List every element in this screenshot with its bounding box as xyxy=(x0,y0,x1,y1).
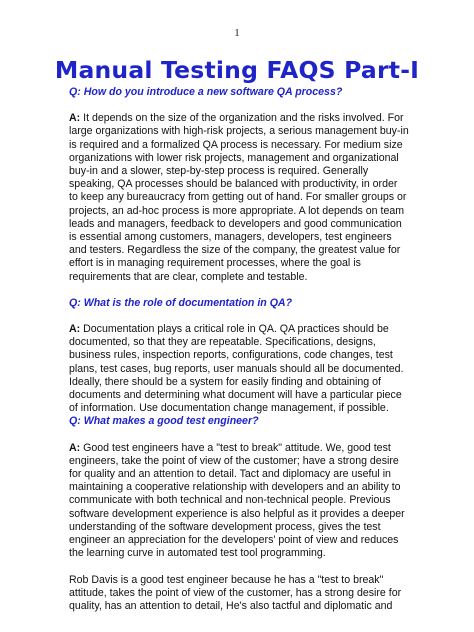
answer-lead: A: xyxy=(69,441,81,454)
closing-paragraph: Rob Davis is a good test engineer because he has a "test to break" attitude, takes the point of view of the customer, has a strong desire for quality, has an attention to detail, He's also tactful and diplomatic and xyxy=(69,573,402,612)
question-introduce-qa-process: Q: How do you introduce a new software QA process? xyxy=(69,86,343,98)
answer-lead: A: xyxy=(69,323,81,336)
page-number: 1 xyxy=(234,27,240,39)
answer-role-of-documentation xyxy=(69,323,409,415)
answer-lead: A: xyxy=(69,112,81,125)
question-role-of-documentation: Q: What is the role of documentation in QA? xyxy=(69,296,293,309)
answer-text: Documentation plays a critical role in QA. QA practices should be documented, so that they are repeatable. Specifications, designs, business rules, inspection reports, configurations, code changes, test plans, test cases, bug reports, user manuals should all be documented. Ideally, there should be a system for easily finding and obtaining of documents and determining what document will have a particular piece of information. Use documentation change management, if possible. xyxy=(69,323,404,415)
answer-text: Good test engineers have a "test to break" attitude. We, good test engineers, take the point of view of the customer; have a strong desire for quality and an attention to detail. Tact and diplomacy are useful in maintaining a cooperative relationship with developers and an ability to communicate with both technical and non-technical people. Previous software development experience is also helpful as it provides a deeper understanding of the software development process, gives the test engineer an appreciation for the developers' point of view and reduces the learning curve in automated test tool programming. xyxy=(69,441,405,560)
answer-text: It depends on the size of the organization and the risks involved. For large organizations with high-risk projects, a serious management buy-in is required and a formalized QA process is necessary. For medium size organizations with lower risk projects, management and organizational buy-in and a slower, step-by-step process is required. Generally speaking, QA processes should be balanced with productivity, in order to keep any bureaucracy from getting out of hand. For smaller groups or projects, an ad-hoc process is more appropriate. A lot depends on team leads and managers, feedback to developers and good communication is essential among customers, managers, developers, test engineers and testers. Regardless the size of the company, the greatest value for effort is in managing requirement processes, where the goal is requirements that are clear, complete and testable. xyxy=(69,112,409,283)
answer-introduce-qa-process xyxy=(69,112,409,284)
answer-good-test-engineer xyxy=(69,442,409,561)
faq-content xyxy=(69,86,409,613)
question-good-test-engineer: Q: What makes a good test engineer? xyxy=(69,415,259,428)
page-title: Manual Testing FAQS Part-I xyxy=(54,56,420,84)
